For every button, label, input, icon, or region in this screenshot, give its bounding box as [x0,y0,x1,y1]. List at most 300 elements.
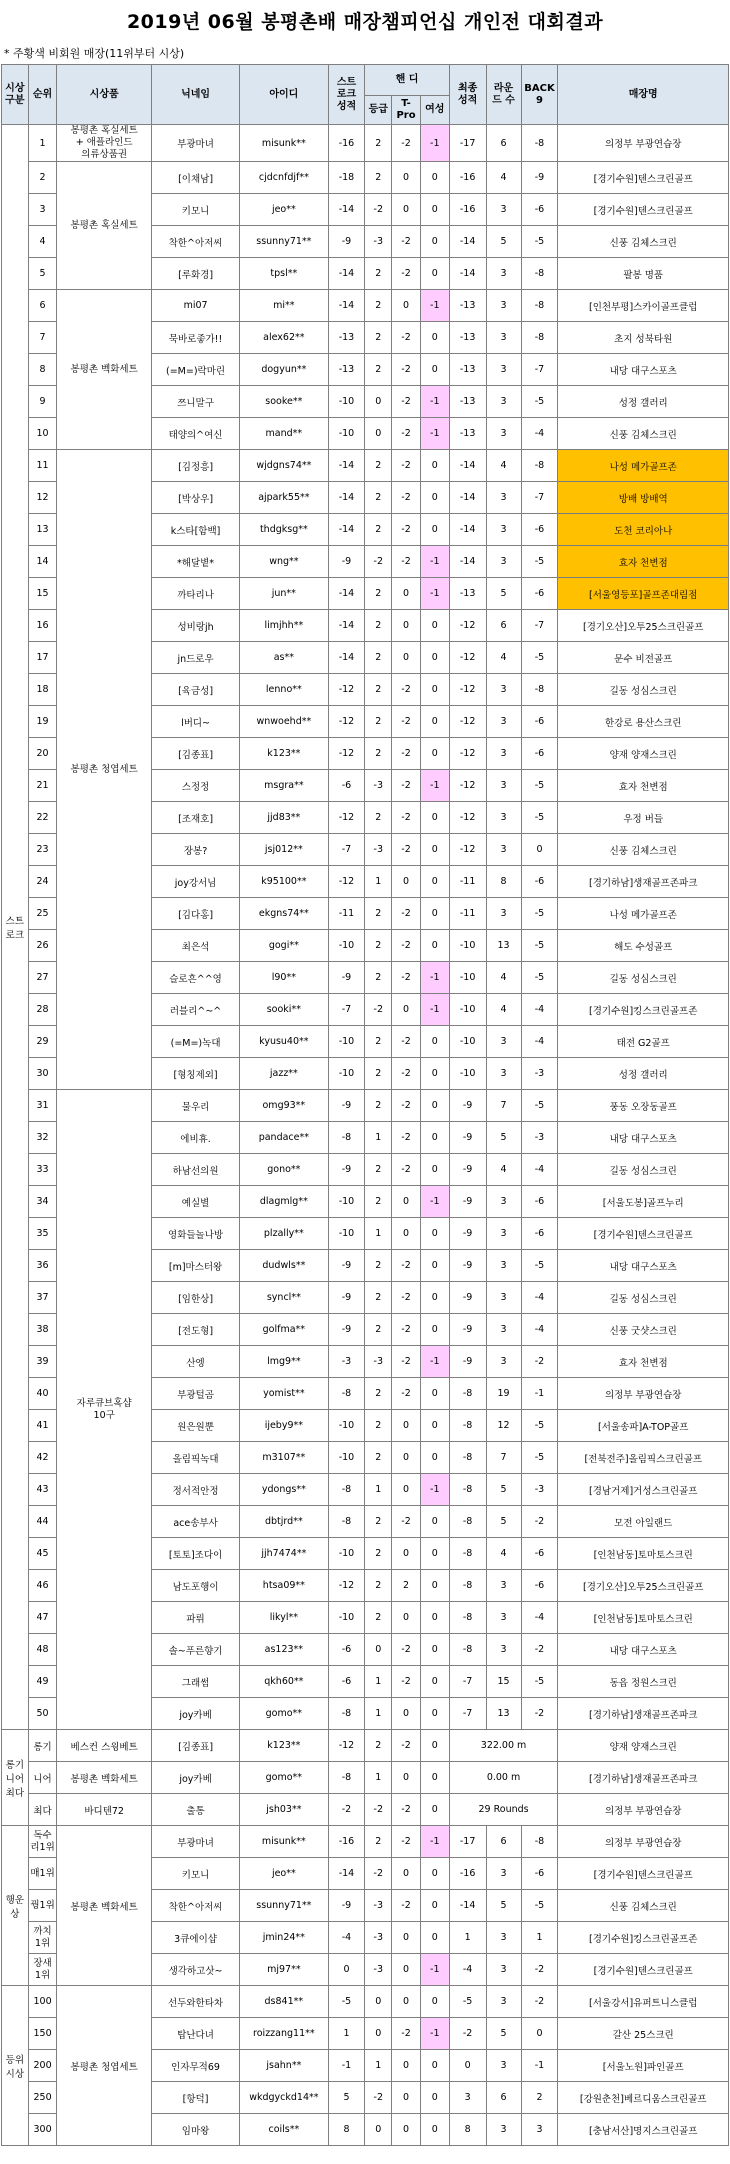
store-cell: 효자 천변점 [558,1346,729,1378]
tpro-cell: 0 [392,1858,421,1890]
id-cell: wnwoehd** [240,706,328,738]
stroke-cell: -12 [328,866,365,898]
female-cell: -1 [420,125,449,162]
stroke-cell: -6 [328,1666,365,1698]
nickname-cell: 키모니 [151,194,239,226]
final-cell: -8 [449,1602,486,1634]
id-cell: jeo** [240,1858,328,1890]
grade-cell: 2 [365,930,392,962]
nickname-cell: joy카베 [151,1762,239,1794]
grade-cell: 2 [365,1250,392,1282]
female-cell: 0 [420,1698,449,1730]
nickname-cell: 선두와한타차 [151,1986,239,2018]
final-cell: 3 [449,2082,486,2114]
special-label-cell: 니어 [28,1762,57,1794]
header-rounds: 라운 드 수 [486,65,521,125]
female-cell: 0 [420,1570,449,1602]
final-cell: -10 [449,1058,486,1090]
female-cell: 0 [420,1378,449,1410]
final-cell: -11 [449,866,486,898]
back9-cell: -8 [521,674,558,706]
rank-cell: 31 [28,1090,57,1122]
store-cell: 내당 대구스포츠 [558,1122,729,1154]
store-cell: [강원춘천]베르디움스크린골프 [558,2082,729,2114]
final-cell: -14 [449,482,486,514]
grade-cell: -2 [365,194,392,226]
id-cell: jmin24** [240,1922,328,1954]
store-cell: 태전 G2골프 [558,1026,729,1058]
tpro-cell: -2 [392,1666,421,1698]
final-cell: -13 [449,322,486,354]
store-cell: 성정 갤러리 [558,386,729,418]
tpro-cell: -2 [392,546,421,578]
nickname-cell: [토토]조다이 [151,1538,239,1570]
grade-cell: 2 [365,1090,392,1122]
tpro-cell: -2 [392,962,421,994]
award-label-cell: 까치 1위 [28,1922,57,1954]
id-cell: msgra** [240,770,328,802]
nickname-cell: 예실별 [151,1186,239,1218]
grade-cell: 2 [365,1186,392,1218]
nickname-cell: 탑난다녀 [151,2018,239,2050]
stroke-cell: -4 [328,1922,365,1954]
store-cell: [경기오산]오투25스크린골프 [558,1570,729,1602]
female-cell: 0 [420,450,449,482]
id-cell: qkh60** [240,1666,328,1698]
female-cell: 0 [420,1506,449,1538]
back9-cell: -1 [521,2050,558,2082]
tpro-cell: 0 [392,2050,421,2082]
rank-cell: 45 [28,1538,57,1570]
tpro-cell: -2 [392,226,421,258]
grade-cell: 0 [365,2018,392,2050]
rank-cell: 25 [28,898,57,930]
grade-cell: 2 [365,1506,392,1538]
header-category: 시상 구분 [2,65,29,125]
nickname-cell: jn드로우 [151,642,239,674]
grade-cell: 2 [365,1730,392,1762]
header-id: 아이디 [240,65,328,125]
table-row [2,290,729,322]
final-cell: -13 [449,290,486,322]
store-cell: 길동 성심스크린 [558,674,729,706]
header-back9: BACK 9 [521,65,558,125]
female-cell: 0 [420,1442,449,1474]
nickname-cell: l버디~ [151,706,239,738]
rounds-cell: 3 [486,1570,521,1602]
back9-cell: -3 [521,1474,558,1506]
grade-cell: 0 [365,1986,392,2018]
stroke-cell: -7 [328,994,365,1026]
nickname-cell: 착한^아저씨 [151,1890,239,1922]
tpro-cell: -2 [392,802,421,834]
store-cell: 내당 대구스포츠 [558,1250,729,1282]
nickname-cell: 3큐에이샵 [151,1922,239,1954]
store-cell: 신풍 김체스크린 [558,1890,729,1922]
id-cell: dlagmlg** [240,1186,328,1218]
female-cell: -1 [420,546,449,578]
back9-cell: -6 [521,1186,558,1218]
tpro-cell: 0 [392,290,421,322]
award-label-cell: 장새 1위 [28,1954,57,1986]
rounds-cell: 3 [486,1058,521,1090]
rank-cell: 150 [28,2018,57,2050]
stroke-cell: -9 [328,1282,365,1314]
back9-cell: -6 [521,706,558,738]
store-cell: 신풍 굿샷스크린 [558,1314,729,1346]
rounds-cell: 6 [486,125,521,162]
tpro-cell: 0 [392,1762,421,1794]
grade-cell: -2 [365,1794,392,1826]
female-cell: 0 [420,1282,449,1314]
id-cell: pandace** [240,1122,328,1154]
stroke-cell: -14 [328,514,365,546]
rank-cell: 29 [28,1026,57,1058]
stroke-cell: -11 [328,898,365,930]
id-cell: thdgksg** [240,514,328,546]
stroke-cell: -14 [328,642,365,674]
header-nickname: 닉네임 [151,65,239,125]
id-cell: as123** [240,1634,328,1666]
store-cell: [경기수원]킹스크린골프존 [558,1922,729,1954]
stroke-cell: -9 [328,962,365,994]
id-cell: wkdgyckd14** [240,2082,328,2114]
female-cell: 0 [420,1122,449,1154]
rounds-cell: 3 [486,1634,521,1666]
id-cell: coils** [240,2114,328,2146]
female-cell: 0 [420,898,449,930]
store-cell: 나성 메가골프존 [558,898,729,930]
stroke-cell: -16 [328,1826,365,1858]
back9-cell: -2 [521,1986,558,2018]
rounds-cell: 3 [486,386,521,418]
rounds-cell: 19 [486,1378,521,1410]
rank-cell: 36 [28,1250,57,1282]
nickname-cell: [김종표] [151,1730,239,1762]
grade-cell: 2 [365,1282,392,1314]
rounds-cell: 3 [486,1602,521,1634]
rank-cell: 32 [28,1122,57,1154]
id-cell: jjh7474** [240,1538,328,1570]
rounds-cell: 5 [486,578,521,610]
tpro-cell: -2 [392,514,421,546]
rounds-cell: 3 [486,738,521,770]
nickname-cell: 스정정 [151,770,239,802]
final-cell: -14 [449,1890,486,1922]
female-cell: 0 [420,1666,449,1698]
stroke-cell: -8 [328,1474,365,1506]
rank-cell: 38 [28,1314,57,1346]
back9-cell: -5 [521,1890,558,1922]
id-cell: ydongs** [240,1474,328,1506]
special-label-cell: 최다 [28,1794,57,1826]
back9-cell: -7 [521,354,558,386]
female-cell: -1 [420,2018,449,2050]
female-cell: -1 [420,1474,449,1506]
back9-cell: -6 [521,514,558,546]
rank-cell: 49 [28,1666,57,1698]
special-row [2,1794,729,1826]
nickname-cell: (=M=)녹대 [151,1026,239,1058]
stroke-cell: -14 [328,482,365,514]
final-cell: -12 [449,610,486,642]
prize-cell: 바디텐72 [57,1794,151,1826]
back9-cell: -4 [521,994,558,1026]
page-title: 2019년 06월 봉평촌배 매장챔피언십 개인전 대회결과 [126,11,604,33]
rounds-cell: 5 [486,2018,521,2050]
nickname-cell: (=M=)락마린 [151,354,239,386]
rank-cell: 4 [28,226,57,258]
rounds-cell: 3 [486,546,521,578]
store-cell: 팔봉 명품 [558,258,729,290]
rank-cell: 22 [28,802,57,834]
record-cell: 322.00 m [449,1730,558,1762]
id-cell: jsj012** [240,834,328,866]
rounds-cell: 3 [486,354,521,386]
final-cell: -16 [449,1858,486,1890]
nickname-cell: 쯔니말구 [151,386,239,418]
stroke-cell: -13 [328,322,365,354]
stroke-cell: -12 [328,738,365,770]
rank-cell: 47 [28,1602,57,1634]
female-cell: 0 [420,2082,449,2114]
final-cell: -9 [449,1186,486,1218]
nickname-cell: 임마왕 [151,2114,239,2146]
final-cell: -9 [449,1090,486,1122]
tpro-cell: 0 [392,2114,421,2146]
rank-cell: 42 [28,1442,57,1474]
female-cell: 0 [420,1794,449,1826]
grade-cell: 2 [365,1602,392,1634]
female-cell: -1 [420,578,449,610]
back9-cell: 1 [521,1922,558,1954]
tpro-cell: 2 [392,1570,421,1602]
stroke-cell: -8 [328,1698,365,1730]
rounds-cell: 5 [486,1890,521,1922]
rank-cell: 6 [28,290,57,322]
stroke-cell: -7 [328,834,365,866]
store-cell: [경기오산]오투25스크린골프 [558,610,729,642]
store-cell: [인천남동]토마토스크린 [558,1538,729,1570]
nickname-cell: [김종표] [151,738,239,770]
back9-cell: 0 [521,834,558,866]
stroke-cell: -1 [328,2050,365,2082]
id-cell: misunk** [240,1826,328,1858]
tpro-cell: 0 [392,1922,421,1954]
rounds-cell: 7 [486,1090,521,1122]
store-cell: 효자 천변점 [558,770,729,802]
store-cell: [충남서산]명지스크린골프 [558,2114,729,2146]
rounds-cell: 4 [486,962,521,994]
id-cell: k123** [240,1730,328,1762]
rounds-cell: 15 [486,1666,521,1698]
grade-cell: 0 [365,1634,392,1666]
nickname-cell: 까타리나 [151,578,239,610]
nickname-cell: 에비휴. [151,1122,239,1154]
back9-cell: -2 [521,1506,558,1538]
rounds-cell: 3 [486,1186,521,1218]
grade-cell: 2 [365,642,392,674]
stroke-cell: -9 [328,1314,365,1346]
grade-cell: 2 [365,706,392,738]
store-cell: [경기수원]텐스크린골프 [558,1954,729,1986]
nickname-cell: *해달볕* [151,546,239,578]
back9-cell: -4 [521,418,558,450]
final-cell: -14 [449,258,486,290]
final-cell: -11 [449,898,486,930]
grade-cell: -2 [365,1858,392,1890]
back9-cell: -8 [521,125,558,162]
female-cell: -1 [420,418,449,450]
stroke-cell: -14 [328,258,365,290]
tpro-cell: -2 [392,1122,421,1154]
grade-cell: 1 [365,1474,392,1506]
tpro-cell: -2 [392,2018,421,2050]
rank-cell: 200 [28,2050,57,2082]
store-cell: 문수 비전골프 [558,642,729,674]
grade-cell: 2 [365,1826,392,1858]
id-cell: m3107** [240,1442,328,1474]
stroke-cell: -14 [328,610,365,642]
final-cell: -9 [449,1250,486,1282]
id-cell: likyl** [240,1602,328,1634]
store-cell: 길동 성심스크린 [558,1154,729,1186]
nickname-cell: k스타[함백] [151,514,239,546]
stroke-cell: -10 [328,386,365,418]
final-cell: -7 [449,1666,486,1698]
prize-cell: 봉평촌 청엽세트 [57,450,151,1090]
nickname-cell: 성비랑jh [151,610,239,642]
nickname-cell: 원은원뿐 [151,1410,239,1442]
stroke-cell: -10 [328,930,365,962]
table-row [2,162,729,194]
female-cell: 0 [420,2114,449,2146]
rounds-cell: 3 [486,290,521,322]
final-cell: -10 [449,962,486,994]
nickname-cell: 부광털곰 [151,1378,239,1410]
id-cell: mand** [240,418,328,450]
female-cell: 0 [420,1154,449,1186]
tpro-cell: 0 [392,578,421,610]
rounds-cell: 3 [486,706,521,738]
final-cell: -8 [449,1410,486,1442]
rounds-cell: 3 [486,802,521,834]
nickname-cell: joy카베 [151,1698,239,1730]
final-cell: -8 [449,1570,486,1602]
rounds-cell: 4 [486,450,521,482]
rounds-cell: 5 [486,1506,521,1538]
rounds-cell: 4 [486,994,521,1026]
rounds-cell: 13 [486,1698,521,1730]
female-cell: -1 [420,1954,449,1986]
female-cell: -1 [420,386,449,418]
tpro-cell: -2 [392,322,421,354]
grade-cell: -3 [365,1346,392,1378]
rank-cell: 7 [28,322,57,354]
header-final: 최종 성적 [449,65,486,125]
stroke-cell: -9 [328,1250,365,1282]
rank-cell: 17 [28,642,57,674]
store-cell: 내당 대구스포츠 [558,1634,729,1666]
id-cell: sooke** [240,386,328,418]
rounds-cell: 3 [486,482,521,514]
special-row [2,1762,729,1794]
rank-cell: 50 [28,1698,57,1730]
tpro-cell: 0 [392,610,421,642]
rank-cell: 48 [28,1634,57,1666]
rank-cell: 18 [28,674,57,706]
rank-cell: 27 [28,962,57,994]
category-special: 롱기 니어 최다 [2,1730,29,1826]
tpro-cell: -2 [392,125,421,162]
store-cell: [경기수원]텐스크린골프 [558,162,729,194]
female-cell: 0 [420,802,449,834]
back9-cell: -5 [521,962,558,994]
female-cell: 0 [420,1762,449,1794]
grade-cell: 0 [365,386,392,418]
female-cell: 0 [420,610,449,642]
female-cell: 0 [420,1218,449,1250]
nickname-cell: 물우리 [151,1090,239,1122]
rank-cell: 1 [28,125,57,162]
back9-cell: -4 [521,1314,558,1346]
rank-cell: 39 [28,1346,57,1378]
back9-cell: -6 [521,194,558,226]
rounds-cell: 4 [486,162,521,194]
female-cell: 0 [420,1314,449,1346]
tpro-cell: -2 [392,482,421,514]
stroke-cell: -14 [328,1858,365,1890]
tpro-cell: -2 [392,1378,421,1410]
grade-cell: 2 [365,514,392,546]
stroke-cell: -10 [328,1058,365,1090]
nickname-cell: 키모니 [151,1858,239,1890]
rank-cell: 46 [28,1570,57,1602]
stroke-cell: -8 [328,1506,365,1538]
grade-cell: -3 [365,1890,392,1922]
grade-cell: -3 [365,226,392,258]
female-cell: -1 [420,770,449,802]
id-cell: jsahn** [240,2050,328,2082]
results-table [1,64,729,2146]
rounds-cell: 13 [486,930,521,962]
final-cell: -12 [449,642,486,674]
header-stroke: 스트 로크 성적 [328,65,365,125]
grade-cell: 2 [365,125,392,162]
grade-cell: 1 [365,1698,392,1730]
id-cell: dbtjrd** [240,1506,328,1538]
store-cell: [경기수원]텐스크린골프 [558,194,729,226]
rank-cell: 12 [28,482,57,514]
stroke-cell: -12 [328,1730,365,1762]
grade-cell: 1 [365,1666,392,1698]
store-cell: [경기하남]생재골프존파크 [558,1698,729,1730]
nickname-cell: 출통 [151,1794,239,1826]
rounds-cell: 6 [486,2082,521,2114]
grade-cell: 2 [365,1026,392,1058]
nickname-cell: [m]마스터왕 [151,1250,239,1282]
grade-cell: 2 [365,1058,392,1090]
back9-cell: -8 [521,258,558,290]
id-cell: gono** [240,1154,328,1186]
final-cell: -13 [449,418,486,450]
back9-cell: -2 [521,1346,558,1378]
female-cell: -1 [420,1186,449,1218]
female-cell: -1 [420,994,449,1026]
id-cell: tpsl** [240,258,328,290]
grade-cell: 2 [365,290,392,322]
table-row [2,125,729,162]
